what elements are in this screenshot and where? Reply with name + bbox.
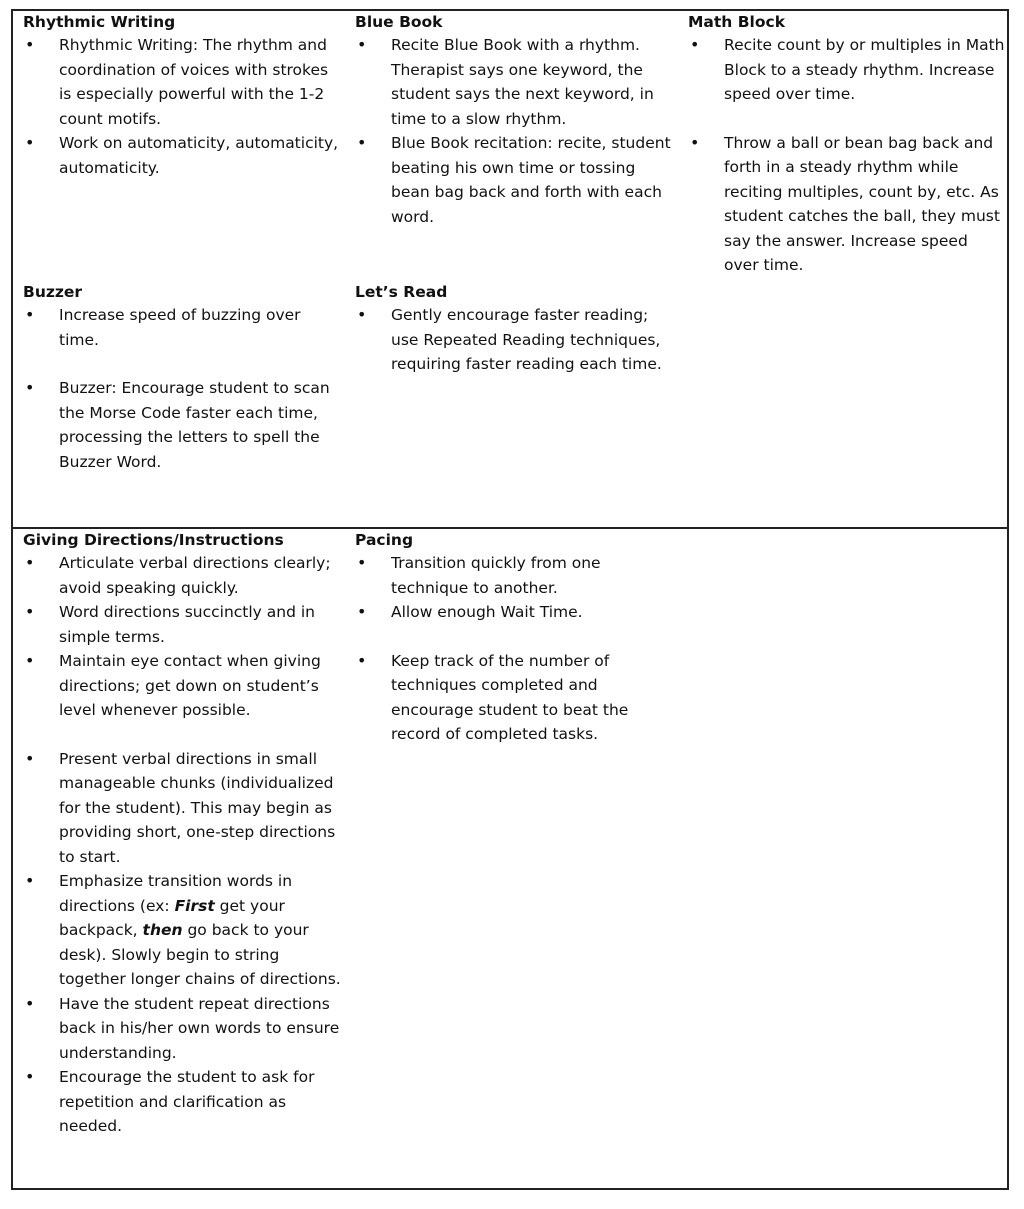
math-block-heading: Math Block <box>688 13 785 31</box>
list-item: • Transition quickly from one technique to another. <box>355 551 673 600</box>
list-item: • Gently encourage faster reading; use Repeated Reading techniques, requiring faster reading each time. <box>355 303 673 377</box>
list-item: • Rhythmic Writing: The rhythm and coordination of voices with strokes is especially powerful with the 1-2 count motifs. <box>23 33 341 131</box>
list-item: • Allow enough Wait Time. <box>355 600 673 625</box>
math-block-list <box>688 33 1006 278</box>
rhythmic-writing-section <box>23 11 341 180</box>
buzzer-section <box>23 281 341 474</box>
blue-book-section <box>355 11 673 229</box>
list-item: • Recite Blue Book with a rhythm. Therapist says one keyword, the student says the next keyword, in time to a slow rhythm. <box>355 33 673 131</box>
lets-read-heading: Let’s Read <box>355 283 448 301</box>
list-item: • Keep track of the number of techniques completed and encourage student to beat the record of completed tasks. <box>355 649 673 747</box>
pacing-section <box>355 529 673 747</box>
giving-directions-section <box>23 529 341 1139</box>
buzzer-list <box>23 303 341 474</box>
list-item: • Word directions succinctly and in simple terms. <box>23 600 341 649</box>
lets-read-list <box>355 303 673 377</box>
rhythmic-writing-list <box>23 33 341 180</box>
math-block-section <box>688 11 1006 278</box>
giving-directions-list <box>23 551 341 1139</box>
buzzer-heading: Buzzer <box>23 283 83 301</box>
list-item: • Throw a ball or bean bag back and forth in a steady rhythm while reciting multiples, count by, etc. As student catches the ball, they must say the answer. Increase speed over time. <box>688 131 1006 278</box>
giving-directions-heading: Giving Directions/Instructions <box>23 531 284 549</box>
blue-book-heading: Blue Book <box>355 13 443 31</box>
list-item: • Encourage the student to ask for repetition and clarification as needed. <box>23 1065 341 1139</box>
list-item: • Maintain eye contact when giving directions; get down on student’s level whenever possible. <box>23 649 341 723</box>
lets-read-section <box>355 281 673 377</box>
list-item-transition-words: • Emphasize transition words in directions (ex: First get your backpack, then go back to your desk). Slowly begin to string together longer chains of directions. <box>23 869 341 992</box>
list-item: • Have the student repeat directions back in his/her own words to ensure understanding. <box>23 992 341 1066</box>
pacing-list <box>355 551 673 747</box>
blue-book-list <box>355 33 673 229</box>
list-item: • Articulate verbal directions clearly; avoid speaking quickly. <box>23 551 341 600</box>
list-item: • Increase speed of buzzing over time. <box>23 303 341 352</box>
rhythmic-writing-heading: Rhythmic Writing <box>23 13 176 31</box>
list-item: • Recite count by or multiples in Math Block to a steady rhythm. Increase speed over time. <box>688 33 1006 107</box>
list-item: • Blue Book recitation: recite, student beating his own time or tossing bean bag back and forth with each word. <box>355 131 673 229</box>
list-item: • Buzzer: Encourage student to scan the Morse Code faster each time, processing the letters to spell the Buzzer Word. <box>23 376 341 474</box>
list-item: • Present verbal directions in small manageable chunks (individualized for the student). This may begin as providing short, one-step directions to start. <box>23 747 341 870</box>
list-item: • Work on automaticity, automaticity, automaticity. <box>23 131 341 180</box>
pacing-heading: Pacing <box>355 531 414 549</box>
strategy-table <box>11 9 1009 1190</box>
